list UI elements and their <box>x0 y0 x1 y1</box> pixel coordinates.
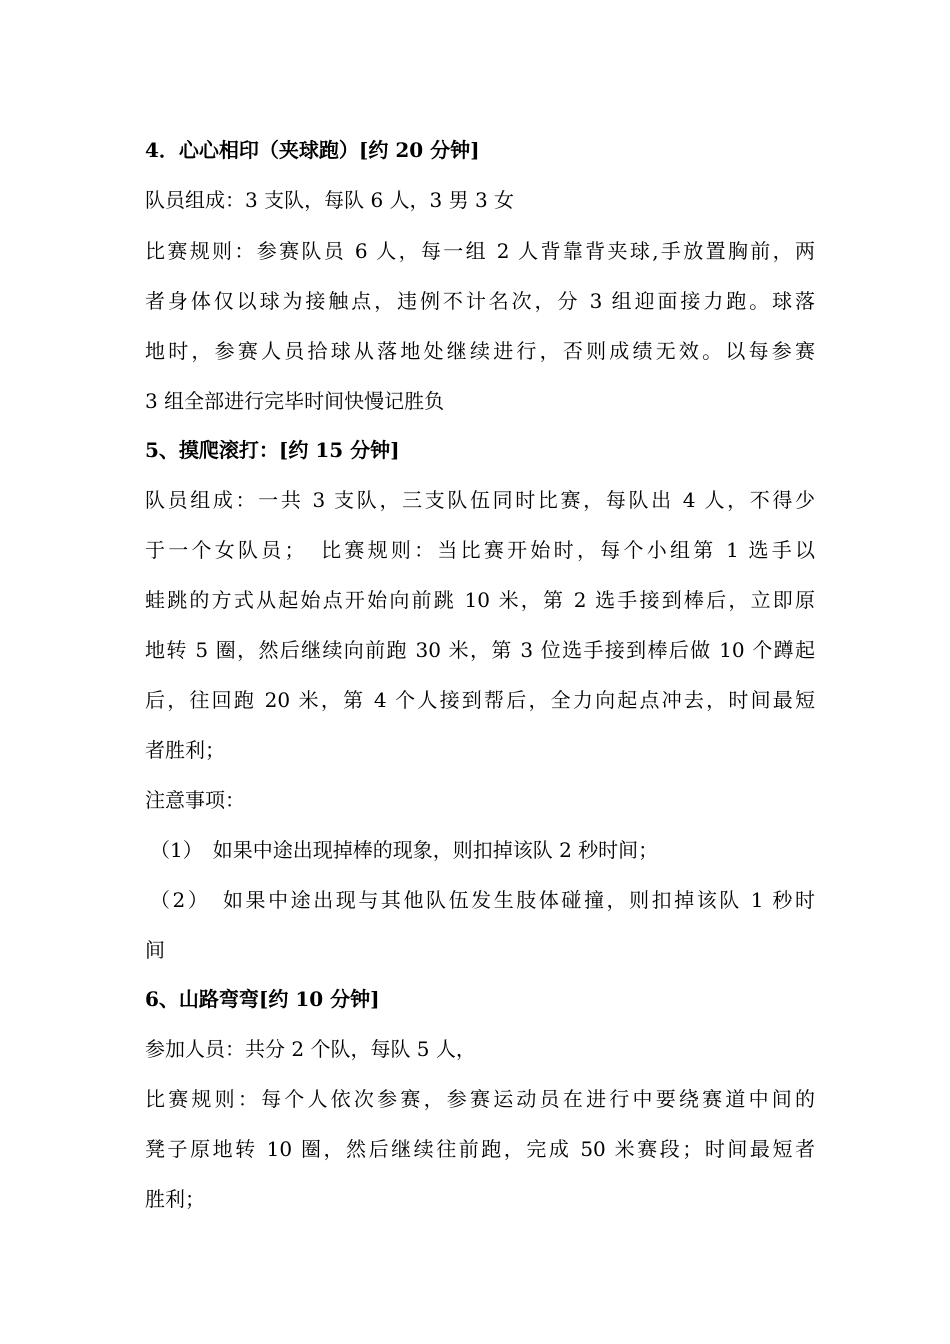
section-6-line-4: 胜利； <box>145 1187 205 1211</box>
section-5-heading: 5、摸爬滚打：[约 15 分钟] <box>145 438 400 462</box>
section-5-note-2-cont: 间 <box>145 938 165 962</box>
section-5-line-4: 地转 5 圈，然后继续向前跑 30 米，第 3 位选手接到棒后做 10 个蹲起 <box>145 638 815 662</box>
section-5-line-1: 队员组成：一共 3 支队，三支队伍同时比赛，每队出 4 人，不得少 <box>145 488 815 512</box>
section-6-line-3: 凳子原地转 10 圈，然后继续往前跑，完成 50 米赛段；时间最短者 <box>145 1137 815 1161</box>
section-4-line-3: 者身体仅以球为接触点，违例不计名次，分 3 组迎面接力跑。球落 <box>145 289 815 313</box>
section-5-notes-title: 注意事项： <box>145 788 245 812</box>
section-5-line-5: 后，往回跑 20 米，第 4 个人接到帮后，全力向起点冲去，时间最短 <box>145 688 815 712</box>
section-6-line-1: 参加人员：共分 2 个队，每队 5 人， <box>145 1037 476 1061</box>
section-5-line-2: 于一个女队员； 比赛规则：当比赛开始时，每个小组第 1 选手以 <box>145 538 815 562</box>
section-5-note-1: （1） 如果中途出现掉棒的现象，则扣掉该队 2 秒时间； <box>150 838 659 862</box>
section-5-line-6: 者胜利； <box>145 738 225 762</box>
section-4-line-1: 队员组成：3 支队，每队 6 人，3 男 3 女 <box>145 188 515 212</box>
section-4-line-5: 3 组全部进行完毕时间快慢记胜负 <box>145 389 445 413</box>
section-4-heading: 4．心心相印（夹球跑）[约 20 分钟] <box>145 138 480 162</box>
section-4-line-4: 地时，参赛人员拾球从落地处继续进行，否则成绩无效。以每参赛 <box>145 339 815 363</box>
section-5-line-3: 蛙跳的方式从起始点开始向前跳 10 米，第 2 选手接到棒后，立即原 <box>145 588 815 612</box>
section-6-heading: 6、山路弯弯[约 10 分钟] <box>145 987 380 1011</box>
section-6-line-2: 比赛规则：每个人依次参赛，参赛运动员在进行中要绕赛道中间的 <box>145 1087 815 1111</box>
section-4-line-2: 比赛规则：参赛队员 6 人，每一组 2 人背靠背夹球,手放置胸前，两 <box>145 239 815 263</box>
section-5-note-2: （2） 如果中途出现与其他队伍发生肢体碰撞，则扣掉该队 1 秒时 <box>150 888 815 912</box>
